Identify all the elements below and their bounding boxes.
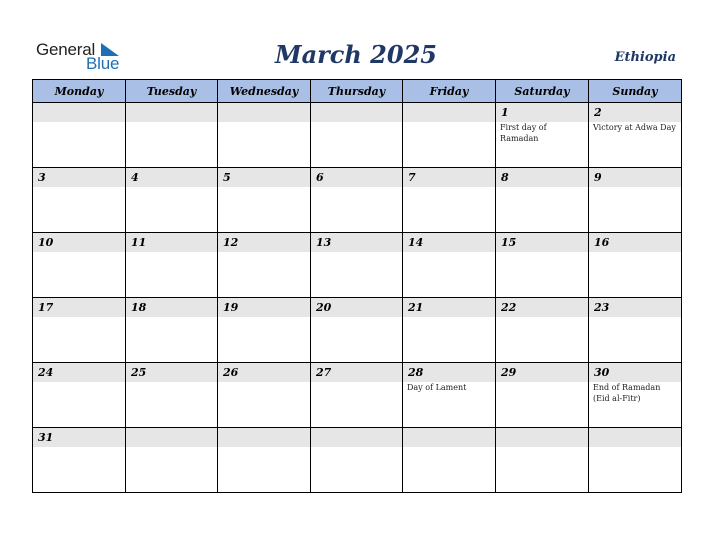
day-number-band — [126, 103, 217, 122]
weekday-tuesday: Tuesday — [126, 80, 218, 103]
day-number: 29 — [501, 366, 517, 379]
day-number: 16 — [594, 236, 610, 249]
day-number-band — [33, 428, 125, 447]
day-cell — [311, 103, 403, 168]
day-number-band — [403, 233, 495, 252]
day-number: 12 — [223, 236, 239, 249]
day-cell — [496, 103, 589, 168]
calendar-title: March 2025 — [275, 40, 437, 69]
day-number-band — [496, 168, 588, 187]
day-number: 13 — [316, 236, 332, 249]
day-cell — [218, 363, 311, 428]
day-number-band — [496, 233, 588, 252]
day-number: 7 — [408, 171, 416, 184]
day-number-band — [218, 103, 310, 122]
day-cell — [218, 103, 311, 168]
day-number: 19 — [223, 301, 239, 314]
day-number: 8 — [501, 171, 509, 184]
day-number-band — [311, 363, 402, 382]
day-cell — [33, 103, 126, 168]
day-number: 15 — [501, 236, 517, 249]
day-cell — [311, 298, 403, 363]
day-number-band — [403, 168, 495, 187]
day-number-band — [311, 428, 402, 447]
day-number: 9 — [594, 171, 602, 184]
day-number-band — [126, 233, 217, 252]
day-number-band — [496, 428, 588, 447]
day-cell — [589, 298, 682, 363]
day-number: 26 — [223, 366, 239, 379]
day-cell — [589, 363, 682, 428]
day-cell — [589, 168, 682, 233]
day-number-band — [33, 233, 125, 252]
day-cell — [218, 428, 311, 493]
day-cell — [126, 168, 218, 233]
holiday-event: Day of Lament — [407, 383, 467, 392]
weekday-saturday: Saturday — [496, 80, 589, 103]
day-cell — [218, 168, 311, 233]
day-number-band — [589, 298, 681, 317]
day-cell — [589, 233, 682, 298]
weekday-header-row — [33, 80, 682, 103]
day-number-band — [496, 103, 588, 122]
day-cell — [126, 363, 218, 428]
day-number-band — [496, 298, 588, 317]
day-cell — [311, 363, 403, 428]
day-number-band — [33, 363, 125, 382]
day-cell — [403, 363, 496, 428]
day-cell — [33, 363, 126, 428]
day-number: 11 — [131, 236, 147, 249]
holiday-event: Victory at Adwa Day — [593, 123, 676, 132]
day-number: 23 — [594, 301, 610, 314]
weekday-sunday: Sunday — [589, 80, 682, 103]
day-number-band — [33, 168, 125, 187]
country-label: Ethiopia — [614, 50, 676, 65]
day-number-band — [311, 298, 402, 317]
day-cell — [311, 168, 403, 233]
day-number-band — [126, 363, 217, 382]
day-number-band — [403, 363, 495, 382]
day-cell — [126, 298, 218, 363]
day-cell — [496, 363, 589, 428]
day-cell — [496, 233, 589, 298]
day-cell — [403, 298, 496, 363]
day-cell — [403, 168, 496, 233]
day-number-band — [496, 363, 588, 382]
day-number-band — [218, 233, 310, 252]
holiday-event: First day of Ramadan — [500, 123, 547, 143]
day-cell — [126, 103, 218, 168]
day-cell — [311, 233, 403, 298]
day-number-band — [218, 298, 310, 317]
day-number: 17 — [38, 301, 54, 314]
day-number: 28 — [408, 366, 424, 379]
day-number: 30 — [594, 366, 610, 379]
day-number: 18 — [131, 301, 147, 314]
day-cell — [33, 233, 126, 298]
day-cell — [403, 428, 496, 493]
day-cell — [589, 428, 682, 493]
day-number-band — [589, 233, 681, 252]
day-number: 4 — [131, 171, 139, 184]
day-number-band — [589, 103, 681, 122]
day-cell — [403, 233, 496, 298]
day-cell — [126, 428, 218, 493]
day-cell — [33, 298, 126, 363]
day-number-band — [403, 103, 495, 122]
day-number-band — [589, 168, 681, 187]
day-number-band — [218, 363, 310, 382]
week-row — [33, 363, 682, 428]
day-number: 14 — [408, 236, 424, 249]
day-number-band — [589, 363, 681, 382]
day-cell — [496, 298, 589, 363]
day-number: 3 — [38, 171, 46, 184]
day-number-band — [403, 298, 495, 317]
day-number: 1 — [501, 106, 509, 119]
day-number-band — [33, 298, 125, 317]
day-number: 2 — [594, 106, 602, 119]
logo-general-text: General — [36, 40, 96, 59]
day-number-band — [311, 233, 402, 252]
day-number-band — [33, 103, 125, 122]
day-number-band — [311, 103, 402, 122]
day-cell — [33, 428, 126, 493]
day-number: 27 — [316, 366, 332, 379]
day-number: 21 — [408, 301, 424, 314]
day-cell — [496, 168, 589, 233]
day-number: 20 — [316, 301, 332, 314]
holiday-event: End of Ramadan (Eid al-Fitr) — [593, 383, 661, 403]
day-cell — [496, 428, 589, 493]
day-cell — [218, 298, 311, 363]
day-number-band — [403, 428, 495, 447]
day-cell — [218, 233, 311, 298]
week-row — [33, 168, 682, 233]
logo-blue-text: Blue — [86, 54, 120, 73]
day-number: 25 — [131, 366, 147, 379]
weekday-wednesday: Wednesday — [218, 80, 311, 103]
day-number-band — [589, 428, 681, 447]
day-cell — [403, 103, 496, 168]
day-number: 22 — [501, 301, 517, 314]
week-row — [33, 298, 682, 363]
day-number: 10 — [38, 236, 54, 249]
day-number: 31 — [38, 431, 54, 444]
day-number: 6 — [316, 171, 324, 184]
weekday-thursday: Thursday — [311, 80, 403, 103]
week-row — [33, 233, 682, 298]
day-cell — [589, 103, 682, 168]
day-number-band — [218, 428, 310, 447]
week-row — [33, 428, 682, 493]
day-cell — [311, 428, 403, 493]
day-number-band — [126, 168, 217, 187]
day-number-band — [311, 168, 402, 187]
weekday-friday: Friday — [403, 80, 496, 103]
day-cell — [33, 168, 126, 233]
day-cell — [126, 233, 218, 298]
day-number-band — [218, 168, 310, 187]
weekday-monday: Monday — [33, 80, 126, 103]
day-number: 24 — [38, 366, 54, 379]
day-number: 5 — [223, 171, 231, 184]
week-row — [33, 103, 682, 168]
calendar-grid — [32, 79, 682, 493]
day-number-band — [126, 428, 217, 447]
day-number-band — [126, 298, 217, 317]
